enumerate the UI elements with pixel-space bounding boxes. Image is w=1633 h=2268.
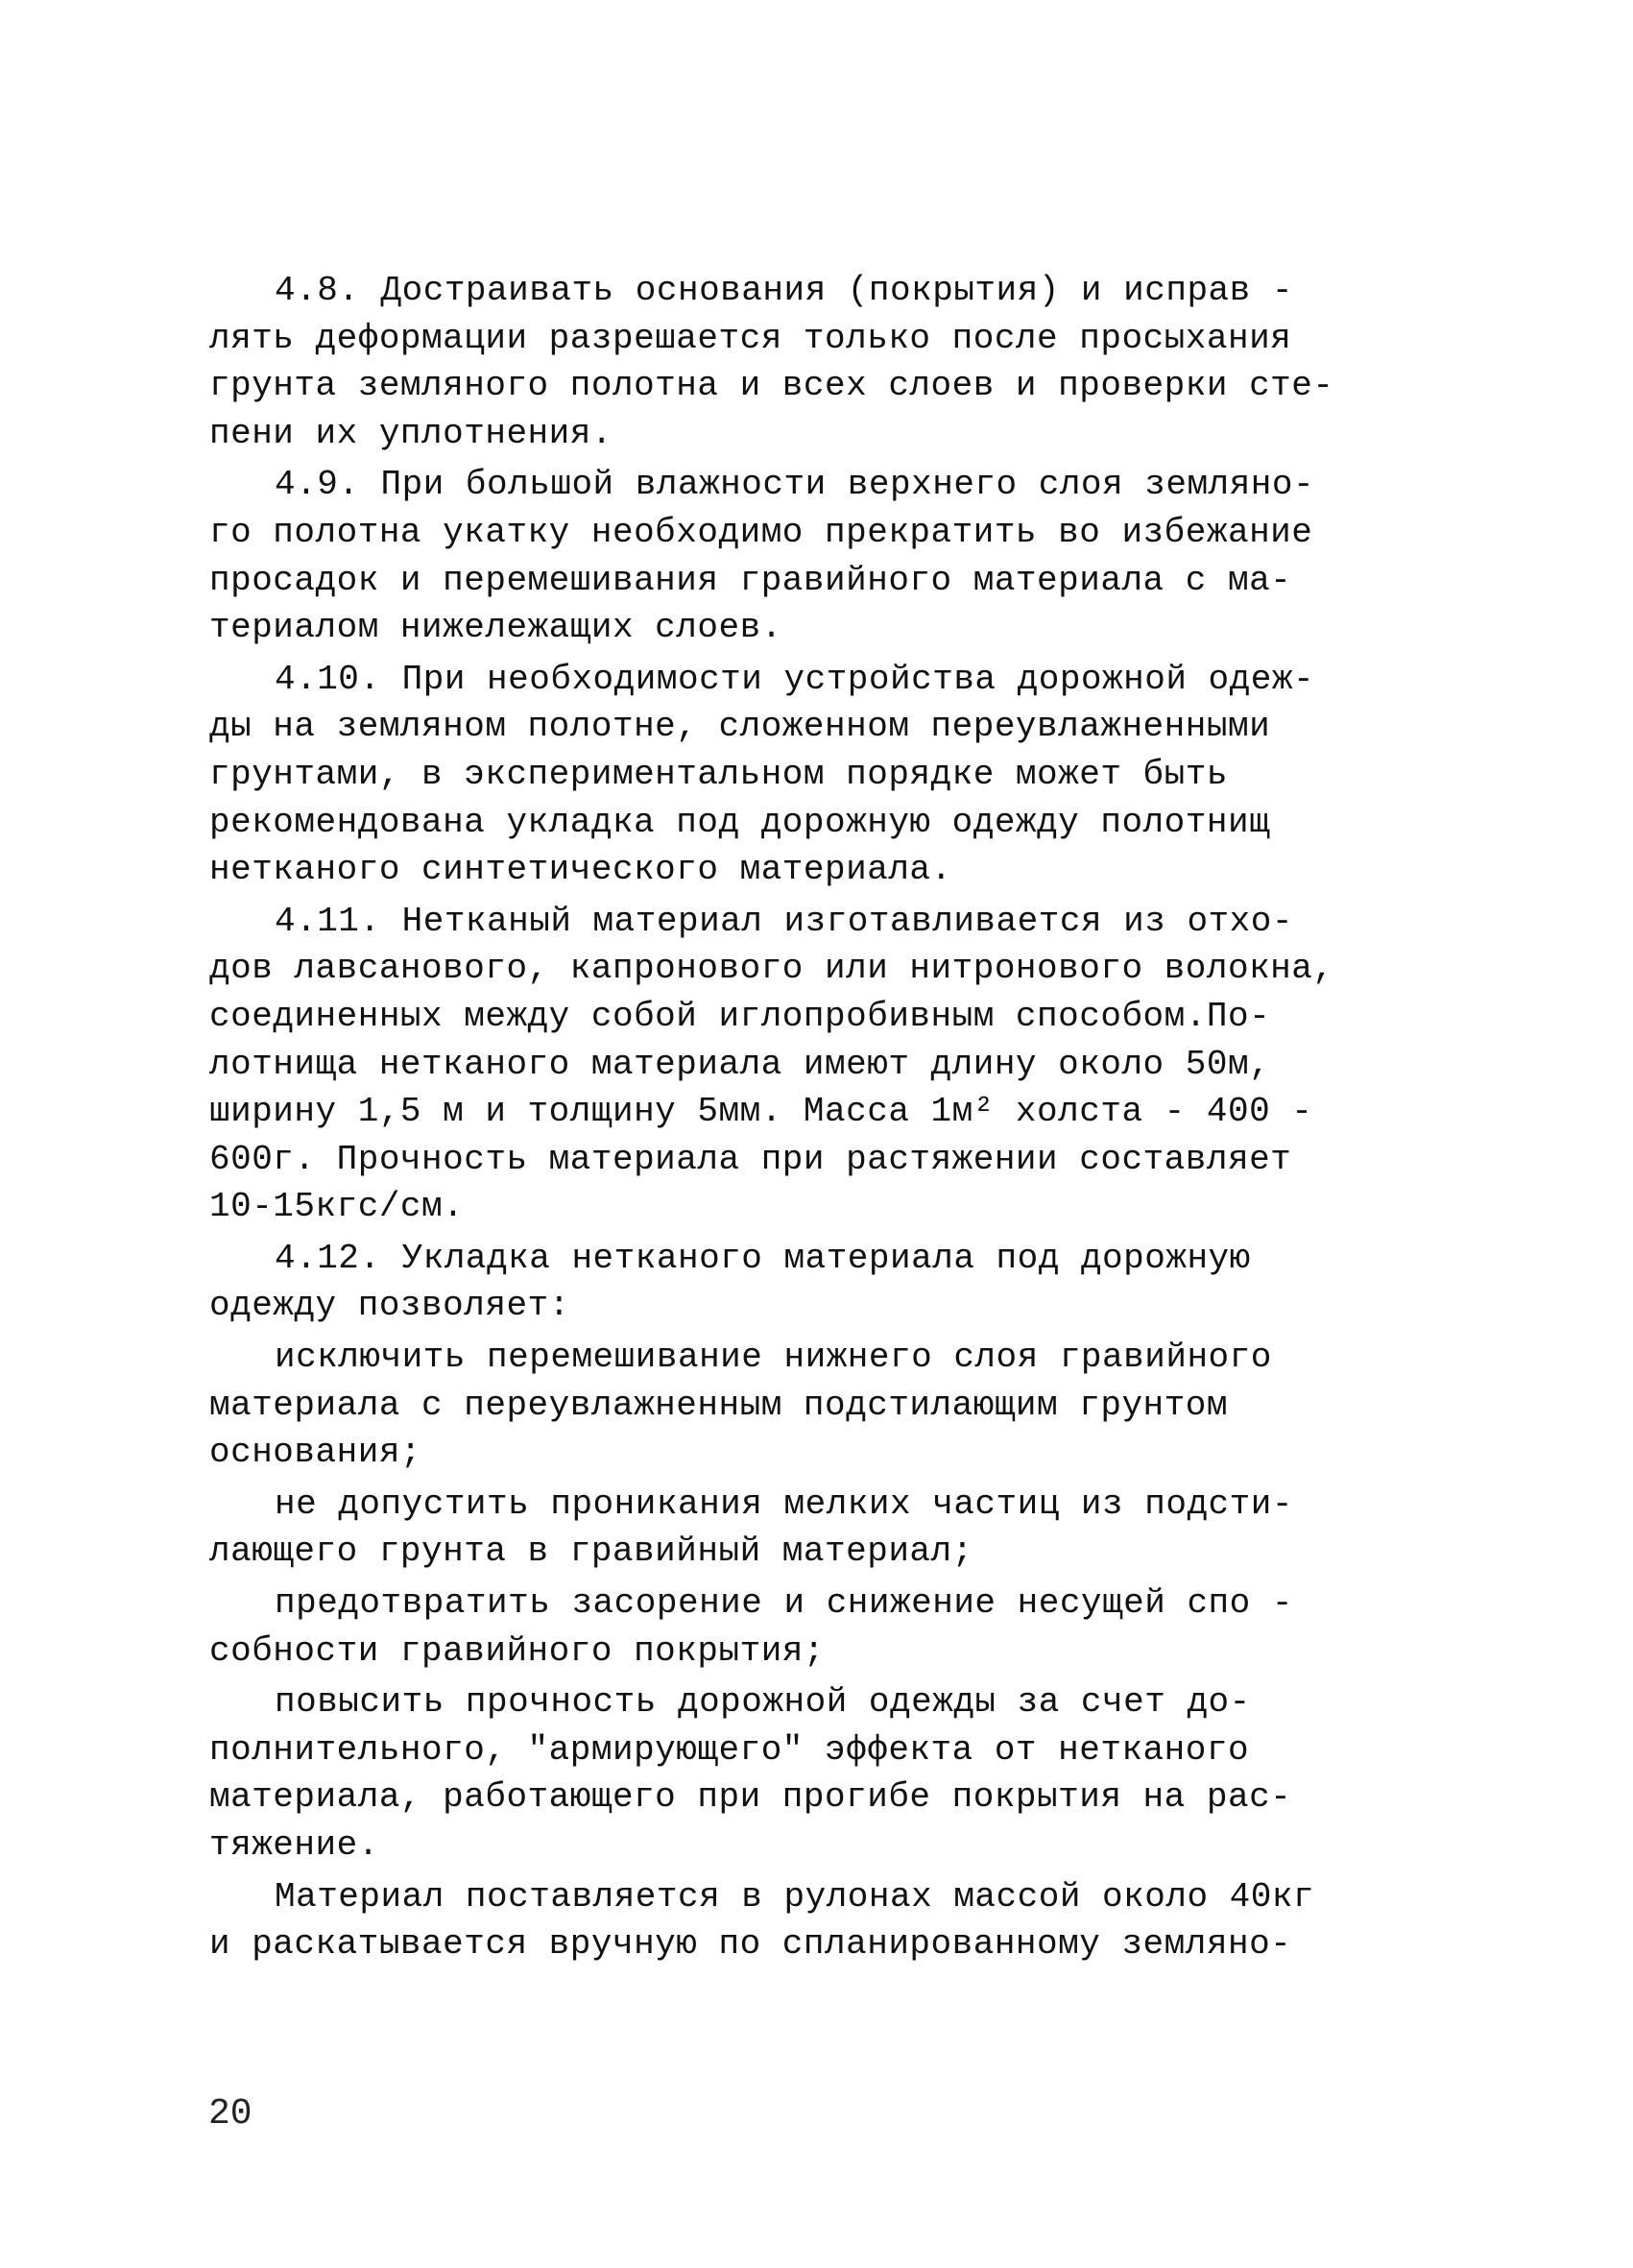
text-line: нетканого синтетического материала. (209, 850, 952, 890)
text-line: лять деформации разрешается только после просыхания (209, 318, 1292, 358)
text-line: не допустить проникания мелких частиц из подсти- (275, 1484, 1293, 1524)
text-line: предотвратить засорение и снижение несущей спо - (275, 1583, 1293, 1624)
text-line: лающего грунта в гравийный материал; (209, 1532, 973, 1572)
text-line: одежду позволяет: (209, 1286, 570, 1326)
text-line: ширину 1,5 м и толщину 5мм. Масса 1м² холста - 400 - (209, 1092, 1313, 1132)
text-line: 4.11. Нетканый материал изготавливается из отхо- (275, 901, 1293, 941)
text-line: лотнища нетканого материала имеют длину около 50м, (209, 1044, 1271, 1084)
text-line: грунтами, в экспериментальном порядке может быть (209, 754, 1228, 794)
body-text (209, 267, 1429, 1968)
text-line: соединенных между собой иглопробивным способом.По- (209, 996, 1271, 1036)
text-line: териалом нижележащих слоев. (209, 608, 782, 648)
text-line: 4.10. При необходимости устройства дорожной одеж- (275, 659, 1315, 699)
text-line: повысить прочность дорожной одежды за счет до- (275, 1682, 1251, 1723)
text-line: и раскатывается вручную по спланированному земляно- (209, 1924, 1292, 1965)
text-line: 4.8. Достраивать основания (покрытия) и исправ - (275, 271, 1293, 310)
text-line: собности гравийного покрытия; (209, 1630, 826, 1671)
text-line: полнительного, "армирующего" эффекта от нетканого (209, 1729, 1250, 1770)
text-line: го полотна укатку необходимо прекратить во избежание (209, 512, 1313, 552)
text-line: исключить перемешивание нижнего слоя гравийного (275, 1338, 1272, 1378)
text-line: пени их уплотнения. (209, 413, 612, 453)
text-line: 600г. Прочность материала при растяжении составляет (209, 1139, 1292, 1179)
text-line: 10-15кгс/см. (209, 1187, 465, 1227)
text-line: материала, работающего при прогибе покрытия на рас- (209, 1777, 1292, 1818)
text-line: дов лавсанового, капронового или нитронового волокна, (209, 949, 1334, 989)
text-line: 4.9. При большой влажности верхнего слоя земляно- (275, 465, 1315, 505)
text-line: грунта земляного полотна и всех слоев и проверки сте- (209, 366, 1334, 406)
text-line: Материал поставляется в рулонах массой около 40кг (275, 1876, 1315, 1917)
text-line: тяжение. (209, 1825, 379, 1865)
text-line: основания; (209, 1433, 422, 1473)
page-number: 20 (208, 2093, 252, 2135)
text-line: материала с переувлажненным подстилающим грунтом (209, 1385, 1228, 1425)
text-line: рекомендована укладка под дорожную одежду полотнищ (209, 802, 1271, 842)
text-line: 4.12. Укладка нетканого материала под дорожную (275, 1238, 1251, 1278)
text-line: ды на земляном полотне, сложенном переувлажненными (209, 707, 1271, 747)
text-line: просадок и перемешивания гравийного материала с ма- (209, 560, 1292, 600)
